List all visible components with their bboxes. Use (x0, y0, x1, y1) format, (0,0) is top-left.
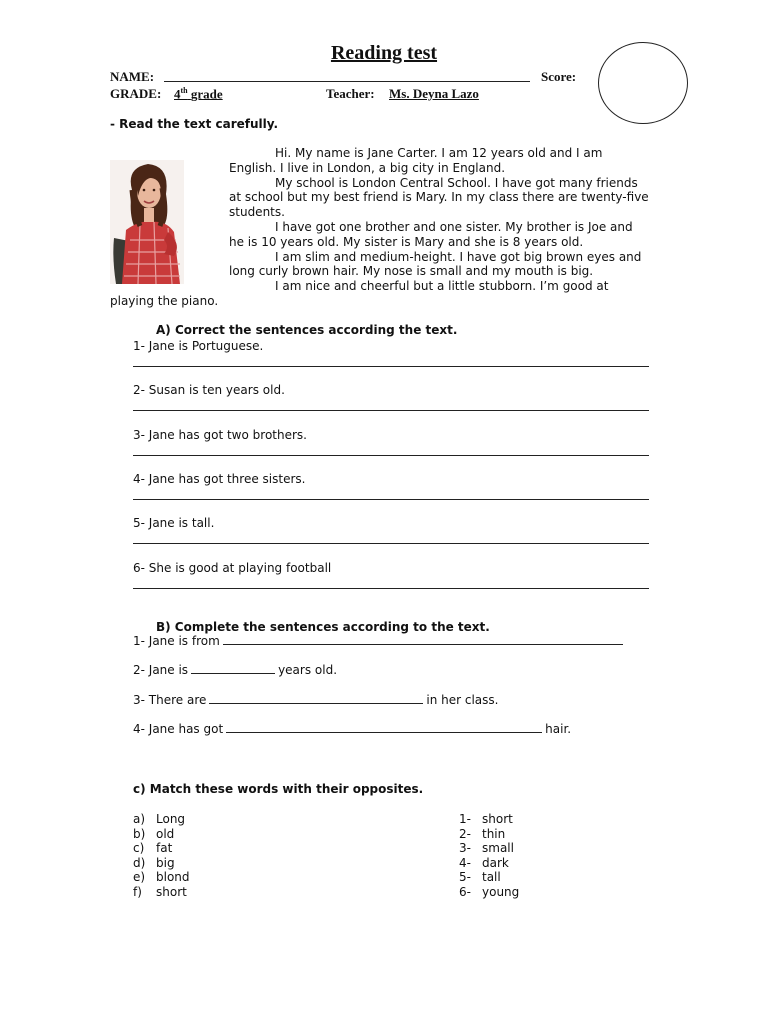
section-b-item: 4- Jane has got hair. (133, 722, 572, 736)
match-right-item: 6- young (459, 884, 520, 899)
section-b-item: 2- Jane is years old. (133, 663, 338, 677)
passage-paragraph: I have got one brother and one sister. My brother is Joe and he is 10 years old. My sister is Mary and she is 8 years old. (229, 219, 633, 249)
section-c-title: c) Match these words with their opposites. (133, 782, 424, 796)
girl-image (110, 160, 184, 284)
match-right-item: 4- dark (459, 855, 509, 870)
answer-line[interactable] (133, 543, 649, 544)
match-left-item: e) blond (133, 870, 190, 885)
section-a-item: 5- Jane is tall. (133, 516, 215, 530)
match-left-item: d) big (133, 855, 175, 870)
passage-paragraph: I am nice and cheerful but a little stubborn. I’m good at (275, 279, 609, 294)
passage-tail: playing the piano. (110, 294, 219, 308)
match-right-column (459, 812, 519, 900)
reading-passage (229, 146, 649, 294)
section-a-title: A) Correct the sentences according the text. (156, 323, 458, 337)
passage-paragraph: I am slim and medium-height. I have got big brown eyes and long curly brown hair. My nose is small and my mouth is big. (229, 249, 642, 279)
passage-paragraph: Hi. My name is Jane Carter. I am 12 years old and I am English. I live in London, a big city in England. (229, 146, 603, 175)
grade-value: 4th grade (174, 86, 223, 102)
page-title: Reading test (330, 42, 438, 64)
fill-blank[interactable] (209, 702, 423, 704)
match-right-item: 2- thin (459, 826, 506, 841)
section-a-item: 2- Susan is ten years old. (133, 383, 285, 397)
section-b-item: 3- There are in her class. (133, 693, 499, 707)
teacher-label: Teacher: (326, 86, 375, 101)
section-b-title: B) Complete the sentences according to the text. (156, 620, 490, 634)
name-label: NAME: (110, 69, 155, 84)
student-photo (110, 160, 184, 284)
match-right-item: 5- tall (459, 870, 501, 885)
answer-line[interactable] (133, 410, 649, 411)
match-left-item: f) short (133, 884, 187, 899)
grade-label: GRADE: (110, 86, 162, 101)
answer-line[interactable] (133, 455, 649, 456)
section-a-item: 3- Jane has got two brothers. (133, 428, 307, 442)
section-a-item: 6- She is good at playing football (133, 561, 332, 575)
name-field-line[interactable] (164, 81, 530, 82)
instruction: - Read the text carefully. (110, 117, 279, 131)
match-left-item: b) old (133, 826, 175, 841)
match-left-column (133, 812, 190, 900)
score-circle[interactable] (598, 42, 688, 124)
passage-paragraph: My school is London Central School. I have got many friends at school but my best friend is Mary. In my class there are twenty-five students. (229, 175, 649, 220)
fill-blank[interactable] (191, 672, 275, 674)
answer-line[interactable] (133, 366, 649, 367)
match-left-item: a) Long (133, 812, 186, 826)
section-b-item: 1- Jane is from (133, 634, 626, 648)
match-left-item: c) fat (133, 841, 173, 856)
answer-line[interactable] (133, 499, 649, 500)
teacher-name: Ms. Deyna Lazo (389, 86, 479, 101)
section-a-item: 1- Jane is Portuguese. (133, 339, 264, 353)
score-label: Score: (541, 69, 577, 84)
match-right-item: 1- short (459, 812, 513, 826)
fill-blank[interactable] (226, 731, 542, 733)
answer-line[interactable] (133, 588, 649, 589)
fill-blank[interactable] (223, 643, 623, 645)
match-right-item: 3- small (459, 841, 514, 856)
section-a-item: 4- Jane has got three sisters. (133, 472, 306, 486)
